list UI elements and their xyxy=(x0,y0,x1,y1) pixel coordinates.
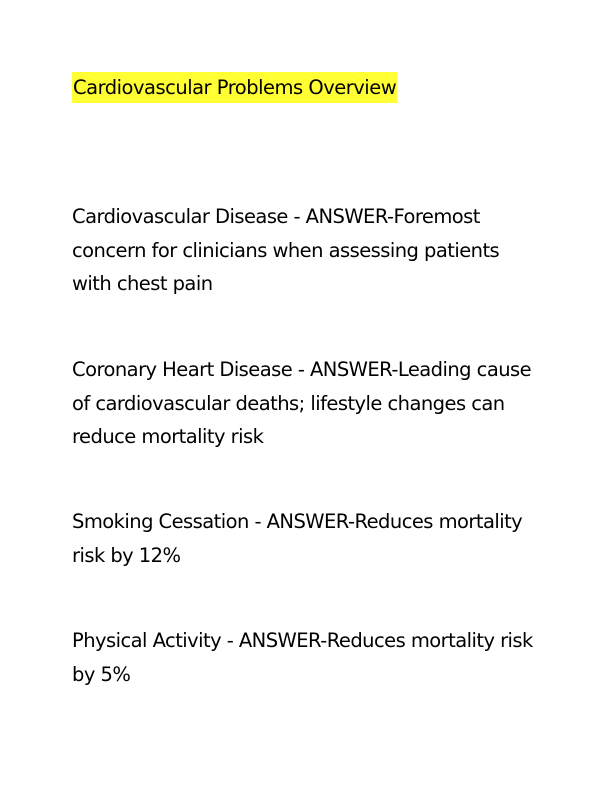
qa-entry xyxy=(72,353,542,454)
qa-entry xyxy=(72,624,542,691)
entry-term: Physical Activity xyxy=(72,629,222,652)
entry-separator: - ANSWER- xyxy=(221,629,327,652)
entry-answer: Leading cause of cardiovascular deaths; lifestyle changes can reduce mortality risk xyxy=(72,358,532,448)
document-title-text: Cardiovascular Problems Overview xyxy=(73,76,397,99)
document-title xyxy=(72,72,397,103)
entry-answer: Reduces mortality risk by 12% xyxy=(72,510,523,567)
entry-answer: Foremost concern for clinicians when assessing patients with chest pain xyxy=(72,205,500,295)
qa-entry xyxy=(72,505,542,572)
qa-entry xyxy=(72,200,542,301)
entry-term: Smoking Cessation xyxy=(72,510,249,533)
entry-term: Cardiovascular Disease xyxy=(72,205,288,228)
entry-separator: - ANSWER- xyxy=(287,205,394,228)
entry-term: Coronary Heart Disease xyxy=(72,358,293,381)
entry-separator: - ANSWER- xyxy=(292,358,398,381)
entry-answer: Reduces mortality risk by 5% xyxy=(72,629,533,686)
entry-separator: - ANSWER- xyxy=(248,510,355,533)
